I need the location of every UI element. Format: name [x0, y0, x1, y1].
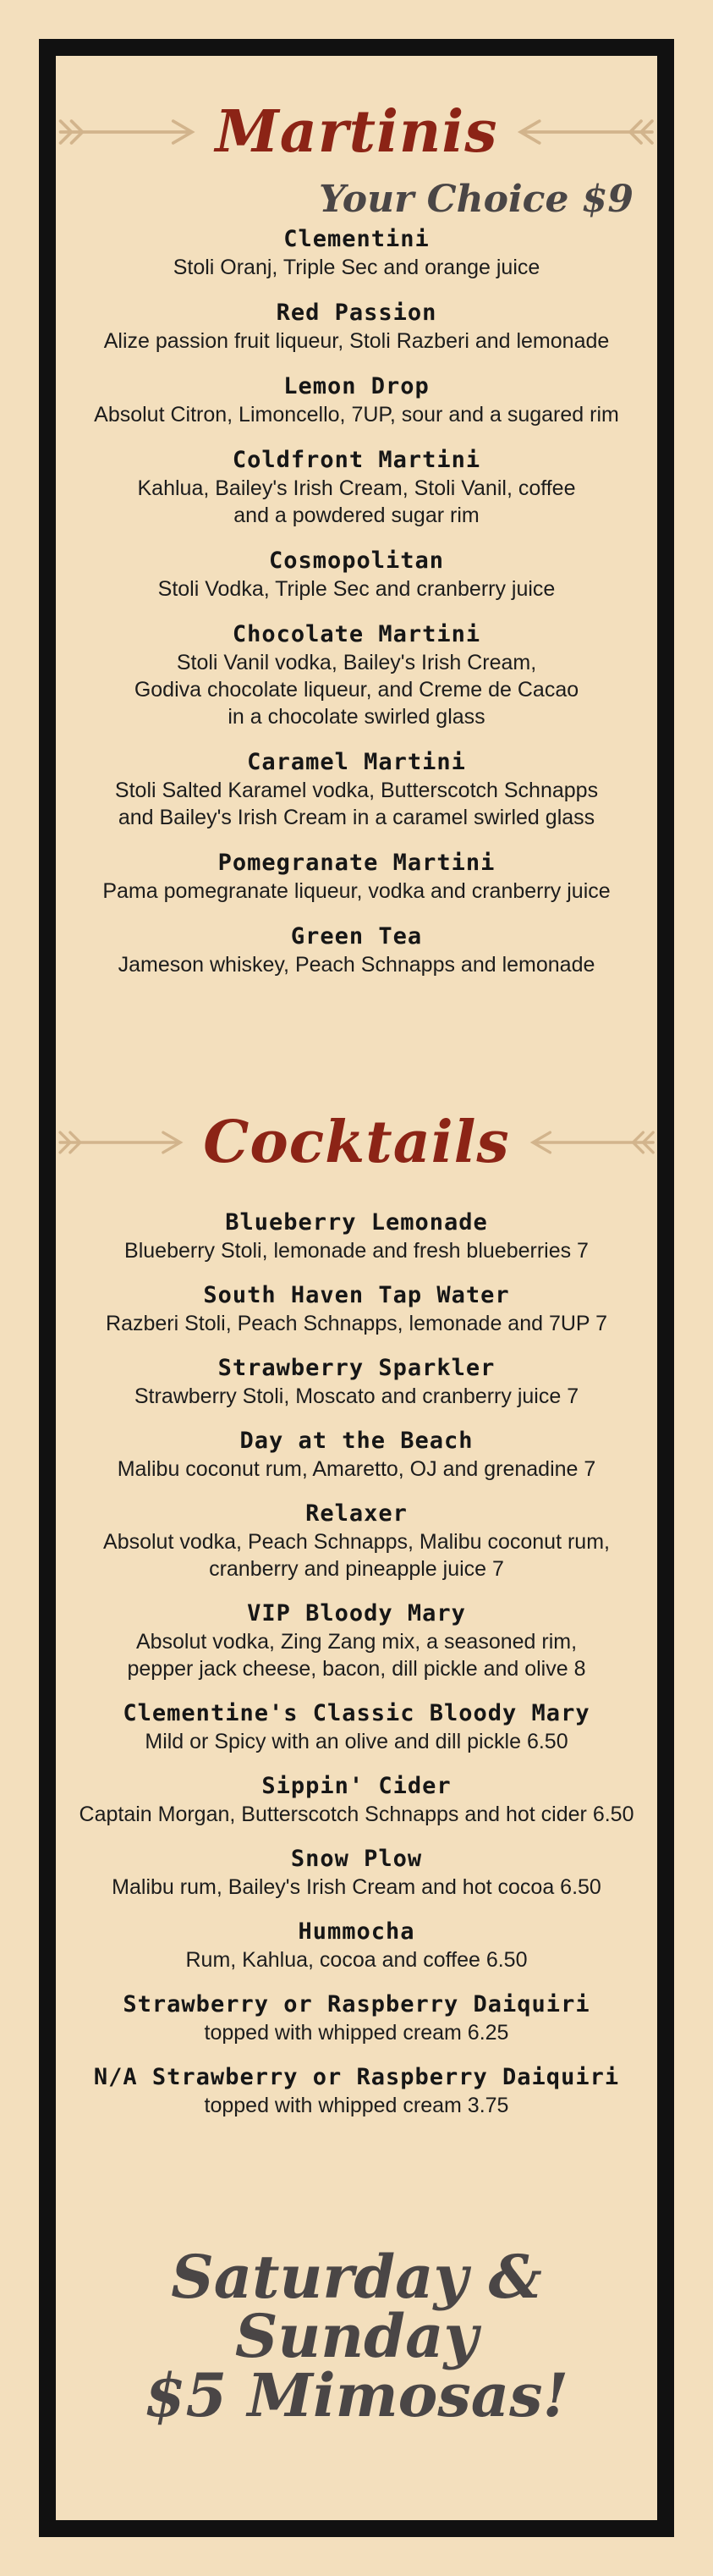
- arrow-right-icon: [56, 115, 197, 149]
- item-description: Pama pomegranate liqueur, vodka and cranberry juice: [102, 879, 611, 903]
- menu-item: [56, 1599, 657, 1682]
- item-name: Day at the Beach: [239, 1428, 474, 1454]
- menu-item: [56, 1208, 657, 1264]
- item-name: Caramel Martini: [247, 749, 466, 775]
- item-description: Absolut vodka, Zing Zang mix, a seasoned rim, pepper jack cheese, bacon, dill pickle and olive 8: [127, 1630, 586, 1681]
- item-description: Absolut Citron, Limoncello, 7UP, sour and a sugared rim: [94, 403, 619, 427]
- item-description: Blueberry Stoli, lemonade and fresh blueberries 7: [124, 1239, 589, 1263]
- item-name: Strawberry or Raspberry Daiquiri: [123, 1991, 590, 2017]
- item-description: topped with whipped cream 3.75: [204, 2094, 509, 2117]
- martinis-price-note: Your Choice $9: [319, 178, 633, 221]
- item-description: Absolut vodka, Peach Schnapps, Malibu coconut rum, cranberry and pineapple juice 7: [103, 1530, 610, 1581]
- item-description: Captain Morgan, Butterscotch Schnapps and hot cider 6.50: [79, 1803, 634, 1826]
- item-description: Alize passion fruit liqueur, Stoli Razberi and lemonade: [103, 329, 610, 353]
- menu-item: [56, 299, 657, 355]
- item-description: Strawberry Stoli, Moscato and cranberry juice 7: [134, 1384, 579, 1408]
- menu-item: [56, 1281, 657, 1337]
- item-description: Malibu coconut rum, Amaretto, OJ and grenadine 7: [117, 1457, 596, 1481]
- item-name: Relaxer: [305, 1500, 408, 1527]
- menu-frame: [39, 39, 674, 2537]
- item-name: Red Passion: [276, 300, 437, 326]
- item-name: Clementini: [283, 226, 430, 252]
- menu-item: [56, 547, 657, 603]
- martinis-list: [56, 225, 657, 996]
- item-description: Kahlua, Bailey's Irish Cream, Stoli Vanil, coffee and a powdered sugar rim: [137, 476, 576, 527]
- item-name: Sippin' Cider: [261, 1773, 452, 1799]
- item-description: Stoli Oranj, Triple Sec and orange juice: [173, 256, 540, 279]
- cocktails-list: [56, 1208, 657, 2136]
- item-name: Coldfront Martini: [232, 447, 481, 473]
- item-name: Pomegranate Martini: [217, 850, 496, 876]
- item-name: Hummocha: [298, 1918, 415, 1945]
- menu-item: [56, 225, 657, 281]
- item-description: Stoli Vanil vodka, Bailey's Irish Cream, Godiva chocolate liqueur, and Creme de Cacao in a chocolate swirled glass: [134, 651, 579, 729]
- cocktails-title: Cocktails: [203, 1109, 510, 1176]
- menu-item: [56, 1772, 657, 1828]
- item-name: Chocolate Martini: [232, 621, 481, 647]
- menu-item: [56, 1990, 657, 2046]
- menu-item: [56, 2063, 657, 2119]
- martinis-header: [56, 98, 657, 166]
- item-description: Jameson whiskey, Peach Schnapps and lemonade: [118, 953, 595, 977]
- arrow-left-icon: [516, 115, 657, 149]
- item-description: Razberi Stoli, Peach Schnapps, lemonade and 7UP 7: [106, 1312, 607, 1335]
- menu-item: [56, 922, 657, 978]
- mimosa-special: $5 Mimosas!: [144, 2360, 569, 2430]
- menu-item: [56, 849, 657, 905]
- item-name: South Haven Tap Water: [203, 1282, 510, 1308]
- menu-item: [56, 1918, 657, 1973]
- weekend-heading: Saturday & Sunday: [171, 2242, 542, 2371]
- cocktails-header: [56, 1109, 657, 1176]
- menu-item: [56, 1427, 657, 1483]
- item-name: Snow Plow: [290, 1846, 423, 1872]
- item-name: VIP Bloody Mary: [247, 1600, 466, 1627]
- item-description: Rum, Kahlua, cocoa and coffee 6.50: [185, 1948, 528, 1972]
- item-description: topped with whipped cream 6.25: [204, 2021, 509, 2045]
- item-name: Lemon Drop: [283, 373, 430, 399]
- menu-item: [56, 620, 657, 730]
- menu-item: [56, 446, 657, 529]
- menu-item: [56, 1845, 657, 1901]
- item-name: Clementine's Classic Bloody Mary: [123, 1700, 590, 1726]
- item-description: Malibu rum, Bailey's Irish Cream and hot cocoa 6.50: [112, 1875, 601, 1899]
- item-description: Stoli Salted Karamel vodka, Butterscotch Schnapps and Bailey's Irish Cream in a caramel swirled glass: [114, 779, 599, 829]
- item-name: N/A Strawberry or Raspberry Daiquiri: [93, 2064, 620, 2090]
- item-description: Mild or Spicy with an olive and dill pickle 6.50: [145, 1730, 568, 1753]
- item-name: Blueberry Lemonade: [225, 1209, 488, 1236]
- item-name: Strawberry Sparkler: [217, 1355, 496, 1381]
- martinis-title: Martinis: [215, 98, 498, 166]
- menu-item: [56, 1354, 657, 1410]
- item-description: Stoli Vodka, Triple Sec and cranberry juice: [157, 577, 556, 601]
- menu-item: [56, 372, 657, 428]
- arrow-left-icon: [529, 1126, 657, 1159]
- item-name: Green Tea: [290, 923, 423, 949]
- item-name: Cosmopolitan: [268, 548, 445, 574]
- menu-item: [56, 1500, 657, 1582]
- arrow-right-icon: [56, 1126, 184, 1159]
- menu-item: [56, 748, 657, 831]
- menu-item: [56, 1699, 657, 1755]
